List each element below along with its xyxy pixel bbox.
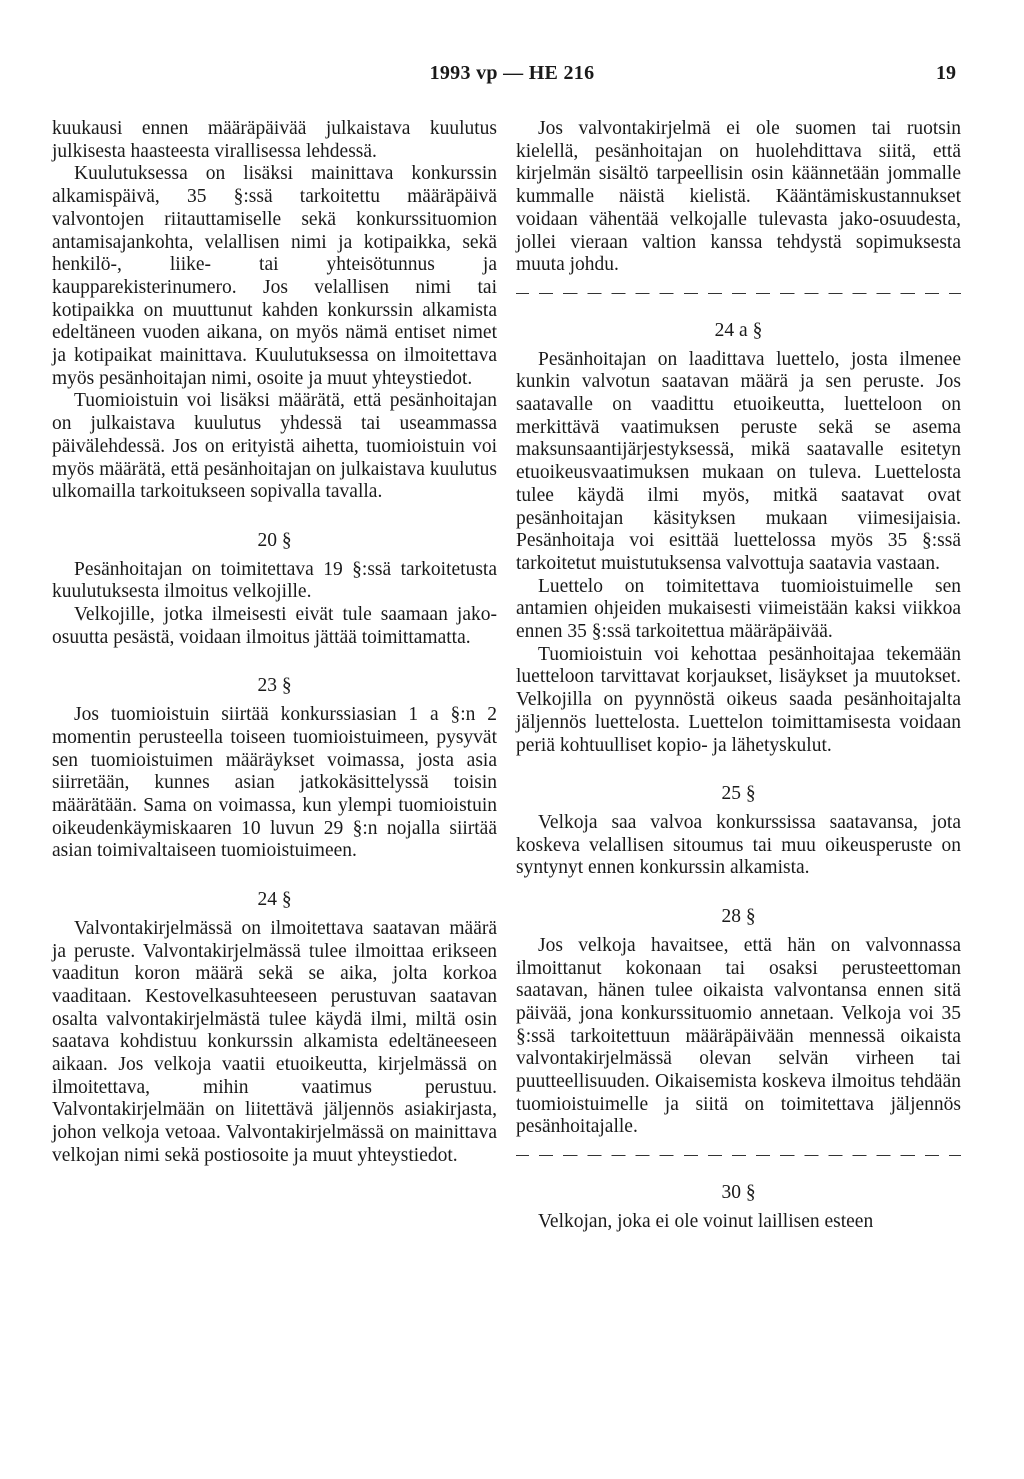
paragraph: Jos valvontakirjelmä ei ole suomen tai ruotsin kielellä, pesänhoitajan on huolehdittava siitä, että kirjelmän sisältö tarpeellisin osin käännetään jommalle kummalle näistä kielistä. Kääntämiskustannukset voidaan vähentää velkojalle tulevasta jako-osuudesta, jollei vieraan valtion kanssa tehdystä sopimuksesta muuta johdu.	[516, 118, 961, 276]
page-number: 19	[936, 62, 956, 84]
paragraph: Jos velkoja havaitsee, että hän on valvonnassa ilmoittanut kokonaan tai osaksi perusteettoman saatavan, hänen tulee oikaista valvontansa ennen sitä päivää, jona konkurssituomio annetaan. Velkoja voi 35 §:ssä tarkoitettuun määräpäivään mennessä oikaista valvontakirjelmässä olevan selvän virheen tai puutteellisuuden. Oikaisemista koskeva ilmoitus tehdään tuomioistuimelle ja siitä on toimitettava jäljennös pesänhoitajalle.	[516, 934, 961, 1138]
paragraph: Pesänhoitajan on toimitettava 19 §:ssä tarkoitetusta kuulutuksesta ilmoitus velkojille.	[52, 558, 497, 603]
section-divider	[516, 1155, 961, 1156]
section-heading-28: 28 §	[721, 906, 756, 928]
paragraph: Pesänhoitajan on laadittava luettelo, josta ilmenee kunkin valvotun saatavan määrä ja sen peruste. Jos saatavalle on vaadittu etuoikeutta, luetteloon on merkittävä vaatimuksen peruste sekä se asema maksunsaantijärjestyksessä, mikä saatavalle esitetyn etuoikeusvaatimuksen mukaan on tuleva. Luettelosta tulee käydä ilmi myös, mitkä saatavat ovat pesänhoitajan käsityksen mukaan viimesijaisia. Pesänhoitaja voi esittää luettelossa myös 35 §:ssä tarkoitetut muistutuksensa valvottuja saatavia vastaan.	[516, 348, 961, 574]
right-column	[516, 118, 961, 1234]
section-heading-25: 25 §	[721, 783, 756, 805]
page-header	[0, 62, 1024, 92]
paragraph: Velkojan, joka ei ole voinut laillisen esteen	[538, 1210, 874, 1232]
section-divider	[516, 293, 961, 294]
paragraph: Luettelo on toimitettava tuomioistuimelle sen antamien ohjeiden mukaisesti viimeistään kaksi viikkoa ennen 35 §:ssä tarkoitettua määräpäivää.	[516, 575, 961, 643]
left-column	[52, 118, 497, 1168]
paragraph: Velkoja saa valvoa konkurssissa saatavansa, jota koskeva velallisen sitoumus tai muu oikeusperuste on syntynyt ennen konkurssin alkamista.	[516, 811, 961, 879]
paragraph: Valvontakirjelmässä on ilmoitettava saatavan määrä ja peruste. Valvontakirjelmässä tulee ilmoittaa erikseen vaaditun koron määrä sekä se aika, jolta korkoa vaaditaan. Kestovelkasuhteeseen perustuvan saatavan osalta valvontakirjelmästä tulee käydä ilmi, miltä osin saatava kohdistuu konkurssin alkamista edeltäneeseen aikaan. Jos velkoja vaatii etuoikeutta, kirjelmässä on ilmoitettava, mihin vaatimus perustuu. Valvontakirjelmään on liitettävä jäljennös asiakirjasta, johon velkoja vetoaa. Valvontakirjelmässä on mainittava velkojan nimi sekä postiosoite ja muut yhteystiedot.	[52, 917, 497, 1166]
document-title: 1993 vp — HE 216	[429, 62, 595, 84]
paragraph: Kuulutuksessa on lisäksi mainittava konkurssin alkamispäivä, 35 §:ssä tarkoitettu määräpäivä valvontojen riitauttamiselle sekä konkurssituomion antamisajankohta, velallisen nimi ja kotipaikka, sekä henkilö-, liike- tai yhteisötunnus ja kaupparekisterinumero. Jos velallisen nimi tai kotipaikka on muuttunut kahden konkurssin alkamista edeltäneen vuoden aikana, on myös nämä entiset nimet ja kotipaikat mainittava. Kuulutuksessa on ilmoitettava myös pesänhoitajan nimi, osoite ja muut yhteystiedot.	[52, 163, 497, 389]
section-heading-20: 20 §	[257, 529, 292, 551]
section-heading-30: 30 §	[721, 1182, 756, 1204]
paragraph: Jos tuomioistuin siirtää konkurssiasian 1 a §:n 2 momentin perusteella toiseen tuomioistuimeen, pysyvät sen tuomioistuimen määräykset voimassa, josta asia siirretään, kunnes asian jatkokäsittelyssä toisin määrätään. Sama on voimassa, kun ylempi tuomioistuin oikeudenkäymiskaaren 10 luvun 29 §:n nojalla siirtää asian toimivaltaiseen tuomioistuimeen.	[52, 704, 497, 862]
paragraph: Tuomioistuin voi kehottaa pesänhoitajaa tekemään luetteloon tarvittavat korjaukset, lisäykset ja muutokset. Velkojilla on pyynnöstä oikeus saada pesänhoitajalta jäljennös luettelosta. Luettelon toimittamisesta voidaan periä kohtuulliset kopio- ja lähetyskulut.	[516, 643, 961, 756]
paragraph: kuukausi ennen määräpäivää julkaistava kuulutus julkisesta haasteesta virallisessa lehdessä.	[52, 118, 497, 162]
section-heading-24a: 24 a §	[714, 319, 763, 341]
section-heading-24: 24 §	[257, 889, 292, 911]
paragraph: Velkojille, jotka ilmeisesti eivät tule saamaan jako-osuutta pesästä, voidaan ilmoitus jättää toimittamatta.	[52, 604, 497, 648]
paragraph: Tuomioistuin voi lisäksi määrätä, että pesänhoitajan on julkaistava kuulutus yhdessä tai useammassa päivälehdessä. Jos on erityistä aihetta, tuomioistuin voi myös määrätä, että pesänhoitajan on julkaistava kuulutus ulkomailla tarkoitukseen sopivalla tavalla.	[52, 390, 497, 503]
section-heading-23: 23 §	[257, 675, 292, 697]
